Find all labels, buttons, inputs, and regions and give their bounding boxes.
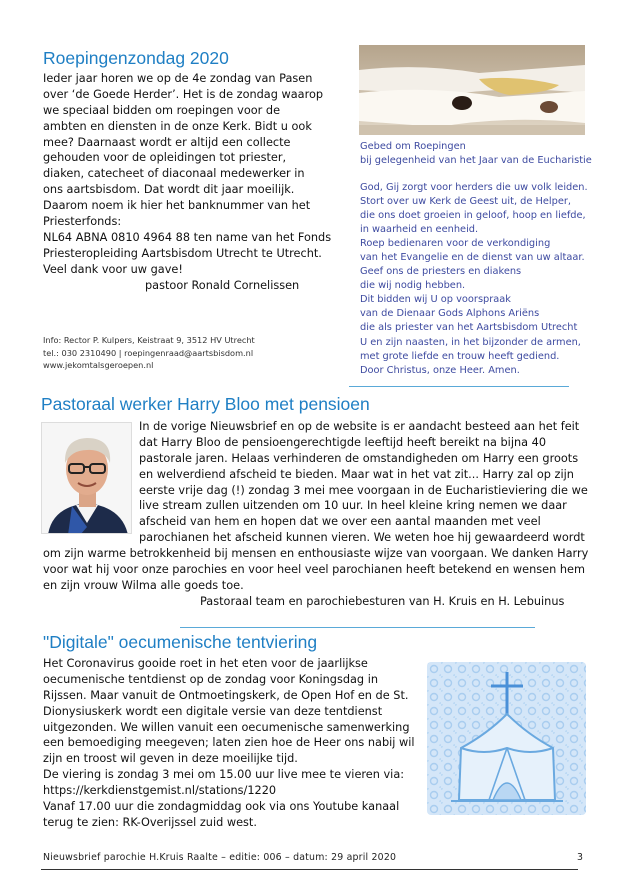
tentviering-body bbox=[43, 656, 415, 831]
prayer-line: Door Christus, onze Heer. Amen. bbox=[360, 364, 520, 376]
prayer-line: die ons doet groeien in geloof, hoop en liefde, bbox=[360, 210, 586, 222]
pensioen-line: eerste vrije dag (!) zondag 3 mei mee voorgaan in de Eucharistieviering die we bbox=[139, 483, 588, 497]
roepingen-line: over ‘de Goede Herder’. Het is de zondag waarop bbox=[43, 87, 324, 101]
contact-address: Info: Rector P. Kulpers, Keistraat 9, 3512 HV Utrecht bbox=[43, 335, 255, 345]
prayer-line: van het Evangelie en de dienst van uw altaar. bbox=[360, 252, 585, 264]
roepingen-line: Ieder jaar horen we op de 4e zondag van Pasen bbox=[43, 72, 313, 85]
prayer-line: Stort over uw Kerk de Geest uit, de Helper, bbox=[360, 196, 572, 208]
tentviering-line: Vanaf 17.00 uur die zondagmiddag ook via ons Youtube kanaal bbox=[43, 800, 400, 814]
prayer-caption-line: Gebed om Roepingen bbox=[360, 141, 466, 152]
prayer-line: die wij nodig hebben. bbox=[360, 280, 466, 292]
pensioen-body bbox=[43, 419, 588, 610]
roepingen-line: diaken, catecheet of diaconaal medewerker in bbox=[43, 167, 305, 181]
roepingen-line: gehouden voor de opleidingen tot priester, bbox=[43, 151, 287, 165]
tentviering-line: Dionysiuskerk wordt een digitale versie van deze tentdienst bbox=[43, 704, 383, 718]
roepingen-line: Priesterfonds: bbox=[43, 215, 122, 229]
pensioen-line: en welverdiend afscheid te bieden. Maar wat in het vat zit... Harry zal op zijn bbox=[139, 467, 574, 481]
page-number: 3 bbox=[577, 852, 583, 863]
pensioen-line: In de vorige Nieuwsbrief en op de website is er aandacht besteed aan het feit bbox=[139, 420, 580, 433]
ordination-photo bbox=[359, 45, 585, 135]
tentviering-line: De viering is zondag 3 mei om 15.00 uur live mee te vieren via: bbox=[43, 768, 405, 782]
pensioen-line: voor wat hij voor onze parochies en voor heel veel parochianen heeft betekend en wensen hem bbox=[43, 563, 585, 577]
prayer-line: Geef ons de priesters en diakens bbox=[360, 266, 522, 278]
pensioen-line: pastorale jaren. Helaas verhinderen de omstandigheden om Harry een groots bbox=[139, 451, 579, 465]
tentviering-line: oecumenische tentdienst op de zondag voor Koningsdag in bbox=[43, 672, 378, 686]
roepingen-line: Priesteropleiding Aartsbisdom Utrecht te Utrecht. bbox=[43, 246, 322, 260]
roepingen-line: mee? Daarnaast wordt er altijd een collecte bbox=[43, 135, 291, 149]
roepingen-line: ambten en diensten in de onze Kerk. Bidt u ook bbox=[43, 119, 312, 133]
footer-rule bbox=[41, 869, 578, 870]
roepingen-line: ons aartsbisdom. Dat wordt dit jaar moeilijk. bbox=[43, 183, 295, 197]
pensioen-line: afscheid van hem en hopen dat we over een aantal maanden met veel bbox=[139, 515, 541, 529]
pensioen-line: dat Harry Bloo de pensioengerechtigde leeftijd heeft bereikt na bijna 40 bbox=[139, 435, 547, 449]
pensioen-signature: Pastoraal team en parochiebesturen van H. Kruis en H. Lebuinus bbox=[200, 594, 565, 608]
contact-website: www.jekomtalsgeroepen.nl bbox=[43, 360, 154, 370]
section-divider bbox=[180, 627, 535, 628]
tentviering-line: Rijssen. Maar vanuit de Ontmoetingskerk, de Open Hof en de St. bbox=[43, 688, 409, 702]
prayer-line: Dit bidden wij U op voorspraak bbox=[360, 294, 511, 306]
prayer-line: U en zijn naasten, in het bijzonder de armen, bbox=[360, 336, 581, 348]
pensioen-line: live stream zullen uitzenden om 10 uur. In heel kleine kring nemen we daar bbox=[139, 499, 567, 513]
prayer-line: van de Dienaar Gods Alphons Ariëns bbox=[360, 308, 540, 320]
pensioen-line: om zijn warme betrokkenheid bij mensen en enthousiaste wijze van voorgaan. We danken Harry bbox=[43, 547, 589, 561]
roepingen-line: NL64 ABNA 0810 4964 88 ten name van het Fonds bbox=[43, 230, 332, 244]
tentviering-line: een bemoediging meegeven; laten zien hoe de Heer ons nabij wil bbox=[43, 736, 415, 750]
roepingen-signature: pastoor Ronald Cornelissen bbox=[145, 278, 300, 292]
footer-text: Nieuwsbrief parochie H.Kruis Raalte – editie: 006 – datum: 29 april 2020 bbox=[43, 852, 397, 863]
roepingen-line: we speciaal bidden om roepingen voor de bbox=[43, 103, 281, 117]
pensioen-line: en zijn vrouw Wilma alle goeds toe. bbox=[43, 578, 244, 592]
contact-info bbox=[43, 334, 255, 372]
prayer-line: die als priester van het Aartsbisdom Utrecht bbox=[360, 322, 578, 334]
roepingen-line: Daarom noem ik hier het banknummer van het bbox=[43, 199, 311, 213]
tentviering-line: zijn en troost wil geven in deze moeilijke tijd. bbox=[43, 752, 298, 766]
tentviering-line: uitgezonden. We willen vanuit een oecumenische samenwerking bbox=[43, 720, 410, 734]
tentviering-line: Het Coronavirus gooide roet in het eten voor de jaarlijkse bbox=[43, 657, 368, 670]
roepingen-line: Veel dank voor uw gave! bbox=[43, 262, 183, 276]
tentviering-title: "Digitale" oecumenische tentviering bbox=[43, 632, 318, 652]
pensioen-title: Pastoraal werker Harry Bloo met pensioen bbox=[41, 394, 370, 414]
contact-phone-email: tel.: 030 2310490 | roepingenraad@aartsbisdom.nl bbox=[43, 347, 254, 358]
prayer-line: in waarheid en eenheid. bbox=[360, 224, 479, 236]
prayer-line: God, Gij zorgt voor herders die uw volk leiden. bbox=[360, 182, 588, 193]
tentviering-line: terug te zien: RK-Overijssel zuid west. bbox=[43, 815, 257, 829]
tentviering-link[interactable]: https://kerkdienstgemist.nl/stations/1220 bbox=[43, 784, 277, 798]
prayer-caption-line: bij gelegenheid van het Jaar van de Eucharistie bbox=[360, 155, 592, 167]
tent-illustration bbox=[427, 662, 586, 815]
prayer-line: Roep bedienaren voor de verkondiging bbox=[360, 238, 551, 250]
prayer-line: met grote liefde en trouw heeft gediend. bbox=[360, 350, 560, 362]
prayer-text bbox=[360, 181, 588, 378]
section-divider bbox=[349, 386, 569, 387]
roepingen-title: Roepingenzondag 2020 bbox=[43, 48, 229, 68]
prayer-caption bbox=[360, 140, 592, 168]
roepingen-body bbox=[43, 71, 331, 293]
pensioen-line: parochianen het afscheid kunnen vieren. We weten hoe hij gewaardeerd wordt bbox=[139, 531, 585, 545]
